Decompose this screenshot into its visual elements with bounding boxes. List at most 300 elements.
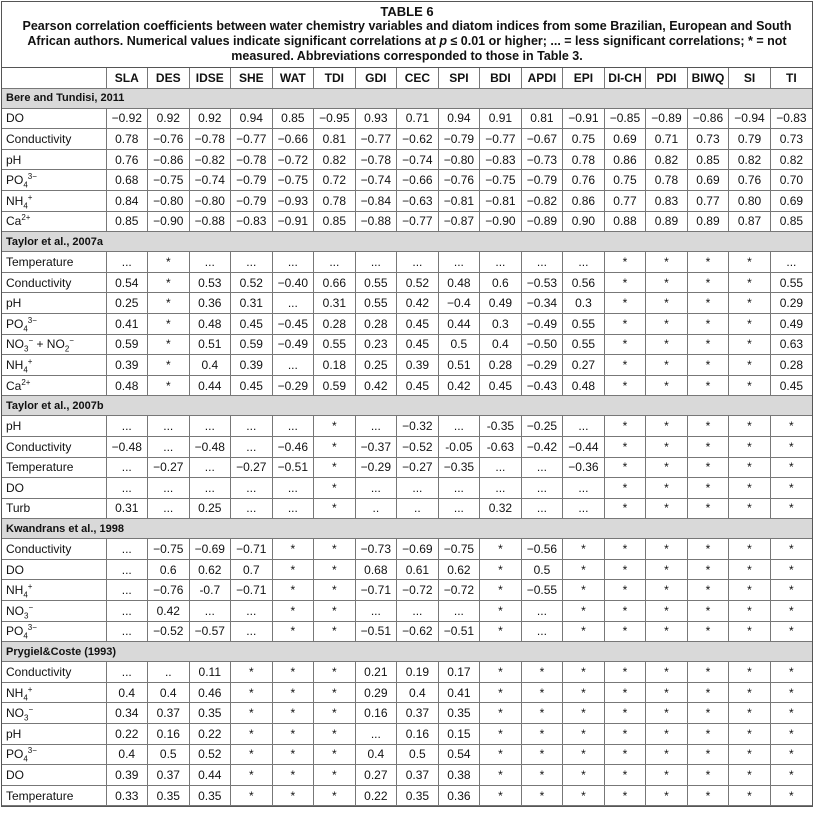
table-cell: * <box>604 272 646 293</box>
table-row <box>2 149 812 170</box>
table-cell: 0.41 <box>106 313 148 334</box>
group-author-label: Prygiel&Coste (1993) <box>2 642 812 662</box>
table-cell: * <box>148 334 190 355</box>
table-cell: −0.76 <box>148 580 190 601</box>
column-header: DI-CH <box>604 68 646 88</box>
table-cell: * <box>770 580 812 601</box>
table-cell: −0.71 <box>355 580 397 601</box>
variable-label: DO <box>2 559 106 580</box>
table-cell: * <box>646 682 688 703</box>
table-cell: ... <box>272 252 314 273</box>
table-cell: −0.51 <box>355 621 397 642</box>
table-cell: * <box>646 703 688 724</box>
table-cell: −0.88 <box>355 211 397 232</box>
table-cell: 0.37 <box>148 703 190 724</box>
table-cell: ... <box>480 252 522 273</box>
variable-label: Temperature <box>2 785 106 806</box>
variable-label: $NH_4^+$ <box>2 580 106 601</box>
table-cell: 0.3 <box>480 313 522 334</box>
table-cell: −0.90 <box>480 211 522 232</box>
table-cell: * <box>480 765 522 786</box>
table-cell: * <box>314 662 356 683</box>
table-cell: 0.55 <box>563 313 605 334</box>
table-cell: ... <box>189 252 231 273</box>
table-cell: −0.49 <box>272 334 314 355</box>
table-cell: −0.75 <box>272 170 314 191</box>
table-cell: 0.27 <box>355 765 397 786</box>
variable-label: Temperature <box>2 457 106 478</box>
table-cell: −0.29 <box>355 457 397 478</box>
table-cell: −0.45 <box>272 313 314 334</box>
table-cell: ... <box>563 416 605 437</box>
table-cell: * <box>770 744 812 765</box>
table-cell: * <box>729 457 771 478</box>
table-cell: ... <box>106 662 148 683</box>
table-cell: −0.66 <box>272 129 314 150</box>
table-cell: 0.45 <box>397 313 439 334</box>
table-cell: * <box>770 478 812 499</box>
table-cell: 0.69 <box>604 129 646 150</box>
table-caption <box>2 2 812 68</box>
table-cell: 0.4 <box>397 682 439 703</box>
table-cell: * <box>563 539 605 560</box>
table-cell: ... <box>272 478 314 499</box>
table-cell: 0.18 <box>314 355 356 376</box>
table-cell: 0.55 <box>563 334 605 355</box>
table-cell: * <box>604 457 646 478</box>
variable-label: $Ca^{2+}$ <box>2 211 106 232</box>
table-cell: 0.44 <box>438 313 480 334</box>
table-cell: 0.38 <box>438 765 480 786</box>
table-cell: 0.52 <box>189 744 231 765</box>
table-cell: 0.28 <box>314 313 356 334</box>
table-cell: 0.35 <box>189 703 231 724</box>
table-cell: * <box>604 580 646 601</box>
table-cell: 0.34 <box>106 703 148 724</box>
table-cell: * <box>604 559 646 580</box>
table-cell: −0.74 <box>189 170 231 191</box>
table-cell: 0.27 <box>563 355 605 376</box>
table-row <box>2 478 812 499</box>
table-cell: * <box>314 621 356 642</box>
table-cell: ... <box>438 601 480 622</box>
table-cell: −0.91 <box>272 211 314 232</box>
table-cell: ... <box>563 252 605 273</box>
table-cell: * <box>563 724 605 745</box>
table-cell: ... <box>231 498 273 519</box>
table-cell: 0.15 <box>438 724 480 745</box>
table-cell: 0.45 <box>397 334 439 355</box>
table-cell: * <box>480 580 522 601</box>
variable-label: $NH_4^+$ <box>2 355 106 376</box>
table-cell: * <box>480 601 522 622</box>
table-cell: 0.22 <box>106 724 148 745</box>
table-row <box>2 765 812 786</box>
table-cell: * <box>231 785 273 806</box>
table-cell: −0.40 <box>272 272 314 293</box>
table-cell: ... <box>397 478 439 499</box>
table-cell: 0.59 <box>106 334 148 355</box>
table-cell: 0.45 <box>231 313 273 334</box>
table-cell: −0.66 <box>397 170 439 191</box>
table-cell: * <box>272 580 314 601</box>
table-cell: ... <box>272 355 314 376</box>
variable-label: $Ca^{2+}$ <box>2 375 106 396</box>
table-row <box>2 724 812 745</box>
table-cell: * <box>563 621 605 642</box>
table-cell: * <box>646 580 688 601</box>
table-cell: * <box>521 682 563 703</box>
group-author-label: Taylor et al., 2007b <box>2 396 812 416</box>
table-cell: ... <box>521 498 563 519</box>
table-cell: 0.48 <box>438 272 480 293</box>
variable-label: $NO_3^-$ <box>2 703 106 724</box>
table-cell: ... <box>189 416 231 437</box>
table-cell: * <box>604 662 646 683</box>
table-cell: * <box>770 724 812 745</box>
table-cell: * <box>314 682 356 703</box>
variable-label: Conductivity <box>2 129 106 150</box>
table-cell: −0.73 <box>355 539 397 560</box>
variable-label: Turb <box>2 498 106 519</box>
table-cell: −0.77 <box>231 129 273 150</box>
variable-label: Conductivity <box>2 436 106 457</box>
table-cell: 0.82 <box>646 149 688 170</box>
table-cell: 0.46 <box>189 682 231 703</box>
table-cell: ... <box>770 252 812 273</box>
table-cell: * <box>272 682 314 703</box>
table-cell: 0.22 <box>189 724 231 745</box>
table-cell: 0.68 <box>355 559 397 580</box>
table-cell: −0.89 <box>521 211 563 232</box>
table-cell: * <box>729 682 771 703</box>
table-cell: 0.72 <box>314 170 356 191</box>
table-cell: * <box>604 293 646 314</box>
variable-label: $PO_4^{3-}$ <box>2 621 106 642</box>
table-cell: −0.78 <box>231 149 273 170</box>
table-cell: −0.82 <box>521 190 563 211</box>
table-cell: 0.16 <box>148 724 190 745</box>
table-row <box>2 744 812 765</box>
variable-label: $PO_4^{3-}$ <box>2 170 106 191</box>
table-cell: −0.62 <box>397 621 439 642</box>
table-cell: * <box>770 703 812 724</box>
table-cell: 0.62 <box>189 559 231 580</box>
table-cell: * <box>646 539 688 560</box>
table-cell: * <box>687 744 729 765</box>
table-cell: ... <box>106 457 148 478</box>
table-cell: * <box>314 478 356 499</box>
table-cell: * <box>604 703 646 724</box>
table-row <box>2 601 812 622</box>
table-cell: ... <box>231 416 273 437</box>
table-cell: * <box>687 355 729 376</box>
table-cell: 0.28 <box>770 355 812 376</box>
table-cell: −0.91 <box>563 108 605 129</box>
table-cell: 0.76 <box>563 170 605 191</box>
table-cell: 0.59 <box>231 334 273 355</box>
variable-label: pH <box>2 293 106 314</box>
table-cell: −0.44 <box>563 436 605 457</box>
table-cell: * <box>687 478 729 499</box>
table-cell: * <box>604 765 646 786</box>
table-cell: * <box>646 559 688 580</box>
table-cell: 0.94 <box>231 108 273 129</box>
table-cell: * <box>770 457 812 478</box>
table-row <box>2 313 812 334</box>
table-cell: −0.63 <box>397 190 439 211</box>
table-cell: 0.89 <box>646 211 688 232</box>
table-cell: * <box>687 682 729 703</box>
table-cell: 0.22 <box>355 785 397 806</box>
table-cell: * <box>480 785 522 806</box>
table-cell: * <box>646 334 688 355</box>
table-cell: * <box>729 621 771 642</box>
table-cell: −0.76 <box>148 129 190 150</box>
variable-label: $NH_4^+$ <box>2 682 106 703</box>
table-cell: 0.45 <box>480 375 522 396</box>
table-cell: ... <box>106 539 148 560</box>
table-cell: * <box>646 478 688 499</box>
table-cell: * <box>687 539 729 560</box>
table-cell: * <box>521 744 563 765</box>
table-cell: −0.75 <box>438 539 480 560</box>
table-cell: ... <box>106 416 148 437</box>
table-cell: 0.16 <box>397 724 439 745</box>
table-cell: * <box>646 252 688 273</box>
table-row <box>2 785 812 806</box>
table-cell: * <box>687 334 729 355</box>
table-cell: 0.89 <box>687 211 729 232</box>
table-cell: * <box>646 436 688 457</box>
table-cell: 0.79 <box>729 129 771 150</box>
table-cell: ... <box>397 252 439 273</box>
table-cell: * <box>687 272 729 293</box>
table-cell: * <box>687 785 729 806</box>
table-cell: −0.79 <box>231 170 273 191</box>
table-cell: 0.3 <box>563 293 605 314</box>
table-cell: −0.81 <box>438 190 480 211</box>
table-cell: 0.55 <box>314 334 356 355</box>
column-header: EPI <box>563 68 605 88</box>
table-cell: 0.85 <box>687 149 729 170</box>
table-cell: −0.46 <box>272 436 314 457</box>
table-cell: 0.35 <box>397 785 439 806</box>
table-cell: ... <box>521 478 563 499</box>
table-row <box>2 498 812 519</box>
table-cell: −0.80 <box>148 190 190 211</box>
table-cell: 0.81 <box>521 108 563 129</box>
table-cell: −0.94 <box>729 108 771 129</box>
table-cell: * <box>604 436 646 457</box>
table-row <box>2 416 812 437</box>
table-cell: −0.43 <box>521 375 563 396</box>
table-cell: 0.45 <box>770 375 812 396</box>
table-cell: 0.86 <box>604 149 646 170</box>
table-cell: 0.53 <box>189 272 231 293</box>
table-cell: 0.85 <box>272 108 314 129</box>
table-cell: 0.21 <box>355 662 397 683</box>
table-cell: * <box>687 436 729 457</box>
table-cell: * <box>687 498 729 519</box>
table-cell: * <box>272 724 314 745</box>
table-cell: −0.93 <box>272 190 314 211</box>
table-cell: ... <box>521 457 563 478</box>
table-cell: ... <box>563 498 605 519</box>
column-header: TI <box>770 68 812 88</box>
header-row <box>2 68 812 88</box>
table-cell: * <box>563 662 605 683</box>
table-cell: * <box>646 601 688 622</box>
table-cell: .. <box>397 498 439 519</box>
table-cell: 0.54 <box>106 272 148 293</box>
table-cell: * <box>687 580 729 601</box>
table-cell: * <box>148 272 190 293</box>
table-cell: ... <box>355 416 397 437</box>
table-row <box>2 211 812 232</box>
table-cell: 0.61 <box>397 559 439 580</box>
table-cell: −0.77 <box>480 129 522 150</box>
table-cell: * <box>729 662 771 683</box>
table-cell: ... <box>438 252 480 273</box>
table-cell: 0.25 <box>355 355 397 376</box>
table-cell: * <box>729 293 771 314</box>
table-cell: 0.48 <box>563 375 605 396</box>
table-cell: −0.67 <box>521 129 563 150</box>
table-row <box>2 272 812 293</box>
table-cell: * <box>729 785 771 806</box>
table-cell: 0.25 <box>189 498 231 519</box>
table-cell: * <box>272 744 314 765</box>
table-cell: * <box>729 272 771 293</box>
variable-label: pH <box>2 416 106 437</box>
table-row <box>2 621 812 642</box>
table-cell: −0.75 <box>148 539 190 560</box>
table-cell: 0.92 <box>148 108 190 129</box>
table-cell: * <box>563 601 605 622</box>
table-cell: −0.75 <box>480 170 522 191</box>
table-cell: −0.82 <box>189 149 231 170</box>
table-cell: * <box>272 662 314 683</box>
table-cell: −0.25 <box>521 416 563 437</box>
table-cell: ... <box>314 252 356 273</box>
table-cell: * <box>604 539 646 560</box>
table-cell: −0.52 <box>397 436 439 457</box>
table-row <box>2 334 812 355</box>
table-cell: * <box>272 765 314 786</box>
table-cell: * <box>314 744 356 765</box>
table-cell: * <box>604 334 646 355</box>
table-cell: ... <box>148 478 190 499</box>
table-cell: * <box>646 272 688 293</box>
table-cell: 0.49 <box>770 313 812 334</box>
table-cell: * <box>729 416 771 437</box>
group-header-row <box>2 396 812 416</box>
table-cell: * <box>148 355 190 376</box>
table-cell: −0.27 <box>231 457 273 478</box>
table-cell: * <box>314 785 356 806</box>
table-cell: 0.81 <box>314 129 356 150</box>
group-header-row <box>2 519 812 539</box>
variable-label: $PO_4^{3-}$ <box>2 313 106 334</box>
table-cell: * <box>604 498 646 519</box>
table-cell: * <box>314 765 356 786</box>
column-header: TDI <box>314 68 356 88</box>
table-row <box>2 252 812 273</box>
column-header: GDI <box>355 68 397 88</box>
table-cell: * <box>770 436 812 457</box>
table-cell: −0.77 <box>355 129 397 150</box>
table-cell: * <box>314 457 356 478</box>
table-cell: * <box>729 334 771 355</box>
table-cell: 0.5 <box>148 744 190 765</box>
table-cell: 0.80 <box>729 190 771 211</box>
table-cell: * <box>272 539 314 560</box>
table-cell: −0.77 <box>397 211 439 232</box>
column-header: WAT <box>272 68 314 88</box>
column-header: CEC <box>397 68 439 88</box>
table-cell: * <box>729 436 771 457</box>
table-container <box>1 1 813 807</box>
table-cell: 0.4 <box>106 744 148 765</box>
table-cell: −0.29 <box>521 355 563 376</box>
table-cell: −0.57 <box>189 621 231 642</box>
table-cell: * <box>521 785 563 806</box>
table-cell: 0.91 <box>480 108 522 129</box>
table-cell: 0.56 <box>563 272 605 293</box>
table-cell: 0.28 <box>355 313 397 334</box>
table-cell: ... <box>106 559 148 580</box>
table-cell: 0.33 <box>106 785 148 806</box>
table-row <box>2 559 812 580</box>
table-cell: * <box>563 785 605 806</box>
table-cell: ... <box>148 436 190 457</box>
table-cell: ... <box>521 252 563 273</box>
table-cell: 0.4 <box>148 682 190 703</box>
table-cell: * <box>604 621 646 642</box>
column-header: SPI <box>438 68 480 88</box>
table-cell: 0.83 <box>646 190 688 211</box>
table-cell: * <box>687 416 729 437</box>
table-cell: * <box>687 703 729 724</box>
table-cell: −0.86 <box>687 108 729 129</box>
table-cell: * <box>231 662 273 683</box>
table-cell: 0.42 <box>355 375 397 396</box>
table-cell: * <box>646 662 688 683</box>
table-cell: * <box>480 703 522 724</box>
table-cell: * <box>646 621 688 642</box>
table-cell: 0.39 <box>106 765 148 786</box>
table-cell: ... <box>355 601 397 622</box>
group-header-row <box>2 88 812 108</box>
table-cell: * <box>314 703 356 724</box>
table-cell: ... <box>148 498 190 519</box>
table-cell: 0.76 <box>106 149 148 170</box>
column-header: BIWQ <box>687 68 729 88</box>
table-cell: −0.84 <box>355 190 397 211</box>
table-cell: * <box>148 375 190 396</box>
table-cell: * <box>272 785 314 806</box>
table-cell: 0.31 <box>231 293 273 314</box>
table-cell: −0.74 <box>355 170 397 191</box>
table-cell: * <box>480 662 522 683</box>
table-cell: 0.54 <box>438 744 480 765</box>
table-cell: 0.52 <box>231 272 273 293</box>
table-row <box>2 457 812 478</box>
table-row <box>2 662 812 683</box>
table-row <box>2 375 812 396</box>
table-cell: * <box>646 375 688 396</box>
